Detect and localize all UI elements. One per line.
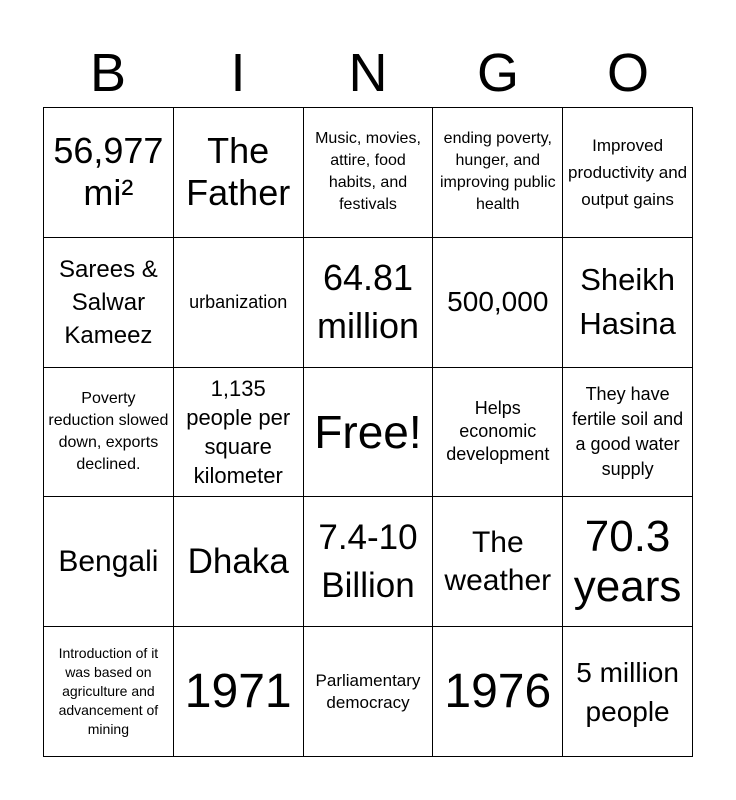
header-letter-b: B bbox=[89, 43, 127, 103]
cell-text: Dhaka bbox=[187, 541, 289, 581]
cell-text: 56,977 mi² bbox=[53, 130, 164, 214]
cell-text: 1,135 people per square kilometer bbox=[186, 375, 291, 488]
cell-text: 1971 bbox=[184, 664, 292, 718]
bingo-cell[interactable] bbox=[304, 497, 434, 627]
header-letter-g: G bbox=[476, 43, 519, 103]
cell-text: The Father bbox=[186, 130, 291, 214]
bingo-cell[interactable] bbox=[433, 108, 563, 238]
cell-text: Sarees & Salwar Kameez bbox=[59, 255, 158, 349]
bingo-cell[interactable] bbox=[174, 108, 304, 238]
bingo-cell[interactable] bbox=[563, 108, 693, 238]
header-letter-i: I bbox=[230, 43, 246, 103]
cell-text: 1976 bbox=[444, 664, 552, 718]
header-letter-o: O bbox=[606, 43, 649, 103]
free-space-cell[interactable] bbox=[304, 368, 434, 498]
bingo-cell[interactable] bbox=[174, 627, 304, 757]
cell-text: 7.4-10 Billion bbox=[318, 517, 418, 605]
bingo-cell[interactable] bbox=[174, 497, 304, 627]
bingo-header bbox=[43, 40, 693, 106]
cell-text: Music, movies, attire, food habits, and festivals bbox=[315, 130, 421, 214]
bingo-cell[interactable] bbox=[44, 238, 174, 368]
cell-text: urbanization bbox=[189, 292, 288, 313]
bingo-cell[interactable] bbox=[433, 627, 563, 757]
bingo-board bbox=[43, 107, 693, 757]
bingo-cell[interactable] bbox=[563, 497, 693, 627]
cell-text: Parliamentary democracy bbox=[315, 670, 421, 712]
bingo-cell[interactable] bbox=[433, 238, 563, 368]
bingo-cell[interactable] bbox=[304, 108, 434, 238]
free-space-label: Free! bbox=[314, 405, 422, 458]
bingo-cell[interactable] bbox=[44, 497, 174, 627]
cell-text: Poverty reduction slowed down, exports declined. bbox=[48, 389, 169, 473]
cell-text: 70.3 years bbox=[573, 511, 682, 611]
cell-text: Bengali bbox=[58, 544, 159, 578]
bingo-cell[interactable] bbox=[563, 368, 693, 498]
bingo-cell[interactable] bbox=[44, 108, 174, 238]
bingo-cell[interactable] bbox=[44, 368, 174, 498]
cell-text: 500,000 bbox=[447, 286, 549, 318]
cell-text: The weather bbox=[444, 525, 552, 597]
cell-text: They have fertile soil and a good water supply bbox=[572, 383, 684, 479]
bingo-cell[interactable] bbox=[563, 238, 693, 368]
bingo-cell[interactable] bbox=[433, 497, 563, 627]
bingo-cell[interactable] bbox=[174, 368, 304, 498]
cell-text: Introduction of it was based on agriculture and advancement of mining bbox=[58, 645, 159, 738]
cell-text: Helps economic development bbox=[446, 398, 550, 465]
bingo-cell[interactable] bbox=[174, 238, 304, 368]
bingo-cell[interactable] bbox=[304, 238, 434, 368]
cell-text: Improved productivity and output gains bbox=[568, 135, 688, 209]
cell-text: 5 million people bbox=[576, 656, 679, 727]
bingo-cell[interactable] bbox=[44, 627, 174, 757]
cell-text: Sheikh Hasina bbox=[579, 262, 676, 342]
header-letter-n: N bbox=[348, 43, 388, 103]
cell-text: 64.81 million bbox=[316, 257, 419, 347]
bingo-cell[interactable] bbox=[563, 627, 693, 757]
bingo-cell[interactable] bbox=[433, 368, 563, 498]
cell-text: ending poverty, hunger, and improving public health bbox=[439, 130, 556, 214]
bingo-cell[interactable] bbox=[304, 627, 434, 757]
